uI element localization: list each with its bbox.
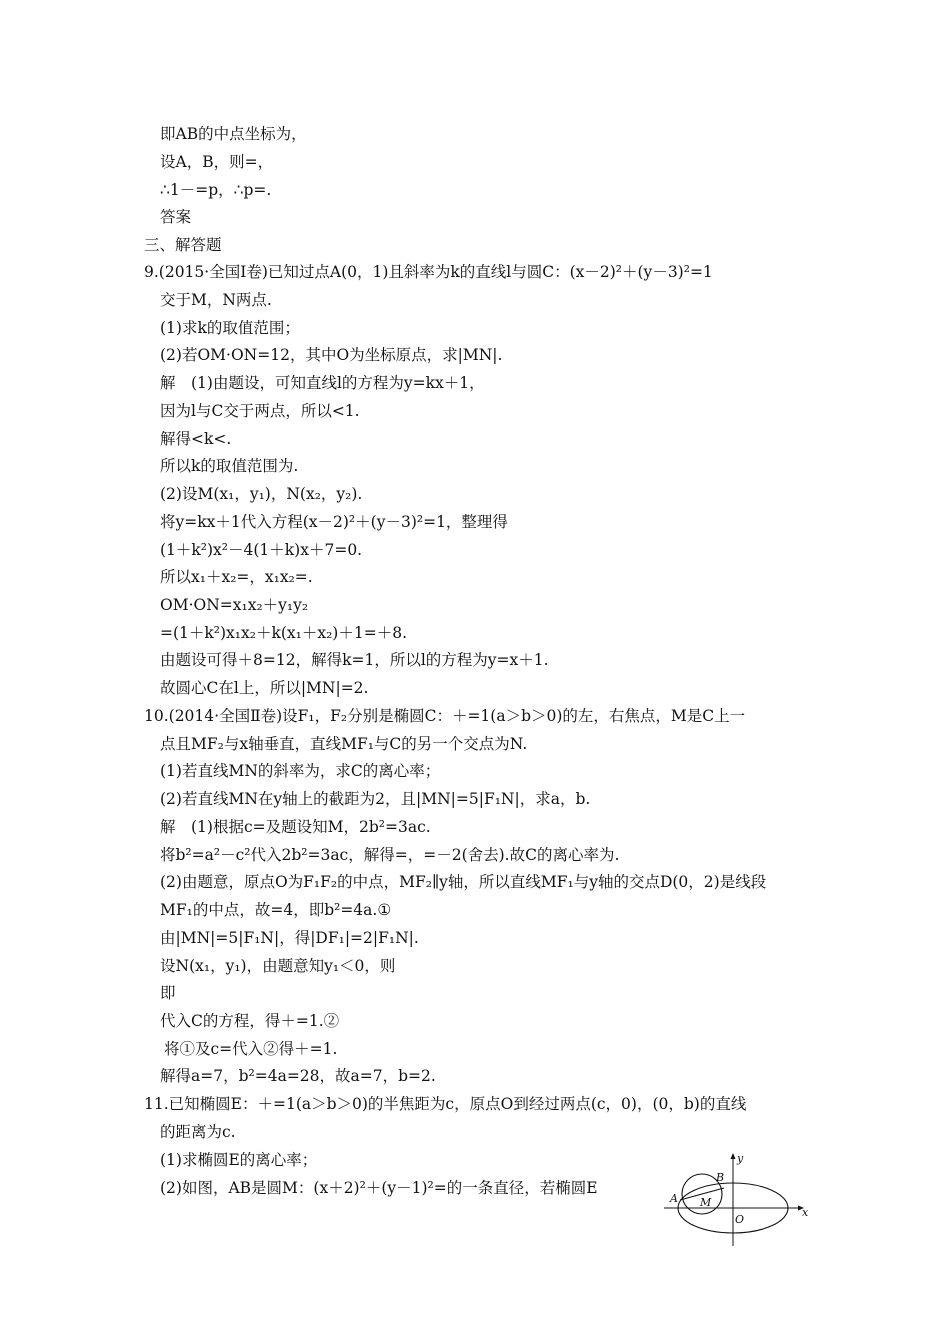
text-line-13: 所以k的取值范围为. — [160, 457, 299, 475]
text-line-2: 设A，B，则=， — [160, 153, 274, 171]
center-m-label: M — [700, 1196, 712, 1209]
text-line-21: 故圆心C在l上，所以|MN|=2. — [160, 679, 369, 697]
text-line-4: 答案 — [160, 208, 192, 226]
point-b-label: B — [716, 1171, 725, 1184]
text-line-28: (2)由题意，原点O为F₁F₂的中点，MF₂∥y轴，所以直线MF₁与y轴的交点D(0，2)是线段 — [160, 873, 767, 891]
x-axis-label: x — [802, 1206, 808, 1219]
text-line-35: 解得a=7，b²=4a=28，故a=7，b=2. — [160, 1067, 436, 1085]
figure-svg — [658, 1150, 808, 1250]
text-line-7: 交于M，N两点. — [160, 291, 272, 309]
text-line-26: 解 (1)根据c=及题设知M，2b²=3ac. — [160, 818, 431, 836]
text-line-12: 解得<k<. — [160, 430, 232, 448]
text-line-11: 因为l与C交于两点，所以<1. — [160, 402, 360, 420]
text-line-39: (2)如图，AB是圆M：(x＋2)²＋(y－1)²=的一条直径，若椭圆E — [160, 1179, 598, 1197]
text-line-29: MF₁的中点，故=4，即b²=4a.① — [160, 901, 392, 919]
text-line-31: 设N(x₁，y₁)，由题意知y₁＜0，则 — [160, 957, 396, 975]
text-line-27: 将b²=a²－c²代入2b²=3ac，解得=，=－2(舍去).故C的离心率为. — [160, 846, 620, 864]
ellipse-circle-figure — [658, 1150, 808, 1250]
text-line-18: OM·ON=x₁x₂＋y₁y₂ — [160, 596, 309, 614]
y-axis-label: y — [737, 1152, 744, 1165]
text-line-23: 点且MF₂与x轴垂直，直线MF₁与C的另一个交点为N. — [160, 735, 528, 753]
text-line-8: (1)求k的取值范围； — [160, 319, 300, 337]
text-line-15: 将y=kx＋1代入方程(x－2)²＋(y－3)²=1，整理得 — [160, 513, 508, 531]
text-line-37: 的距离为c. — [160, 1123, 236, 1141]
text-line-9: (2)若OM·ON=12，其中O为坐标原点，求|MN|. — [160, 346, 503, 364]
section-heading: 三、解答题 — [144, 236, 222, 254]
text-line-20: 由题设可得＋8=12，解得k=1，所以l的方程为y=x＋1. — [160, 651, 549, 669]
text-line-38: (1)求椭圆E的离心率； — [160, 1151, 318, 1169]
text-line-19: =(1＋k²)x₁x₂＋k(x₁＋x₂)＋1=＋8. — [160, 624, 407, 642]
problem-11-stem: 11.已知椭圆E：＋=1(a＞b＞0)的半焦距为c，原点O到经过两点(c，0)，(0，b)的直线 — [144, 1095, 747, 1113]
point-a-label: A — [670, 1192, 678, 1205]
text-line-32: 即 — [160, 984, 176, 1002]
text-line-14: (2)设M(x₁，y₁)，N(x₂，y₂). — [160, 485, 363, 503]
origin-label: O — [735, 1213, 745, 1226]
text-line-34: 将①及c=代入②得＋=1. — [164, 1040, 338, 1058]
text-line-30: 由|MN|=5|F₁N|，得|DF₁|=2|F₁N|. — [160, 929, 419, 947]
text-line-25: (2)若直线MN在y轴上的截距为2，且|MN|=5|F₁N|，求a，b. — [160, 790, 591, 808]
text-line-33: 代入C的方程，得＋=1.② — [160, 1012, 340, 1030]
problem-10-stem: 10.(2014·全国Ⅱ卷)设F₁，F₂分别是椭圆C：＋=1(a＞b＞0)的左，右焦点，M是C上一 — [144, 707, 746, 725]
text-line-24: (1)若直线MN的斜率为，求C的离心率； — [160, 762, 441, 780]
text-line-16: (1＋k²)x²－4(1＋k)x＋7=0. — [160, 541, 363, 559]
y-axis-arrow — [731, 1153, 736, 1159]
text-line-17: 所以x₁＋x₂=，x₁x₂=. — [160, 568, 313, 586]
text-line-3: ∴1－=p，∴p=. — [160, 181, 272, 199]
text-line-10: 解 (1)由题设，可知直线l的方程为y=kx＋1， — [160, 374, 485, 392]
text-line-1: 即AB的中点坐标为， — [160, 125, 307, 143]
problem-9-stem: 9.(2015·全国Ⅰ卷)已知过点A(0，1)且斜率为k的直线l与圆C：(x－2)²＋(y－3)²=1 — [144, 263, 713, 281]
